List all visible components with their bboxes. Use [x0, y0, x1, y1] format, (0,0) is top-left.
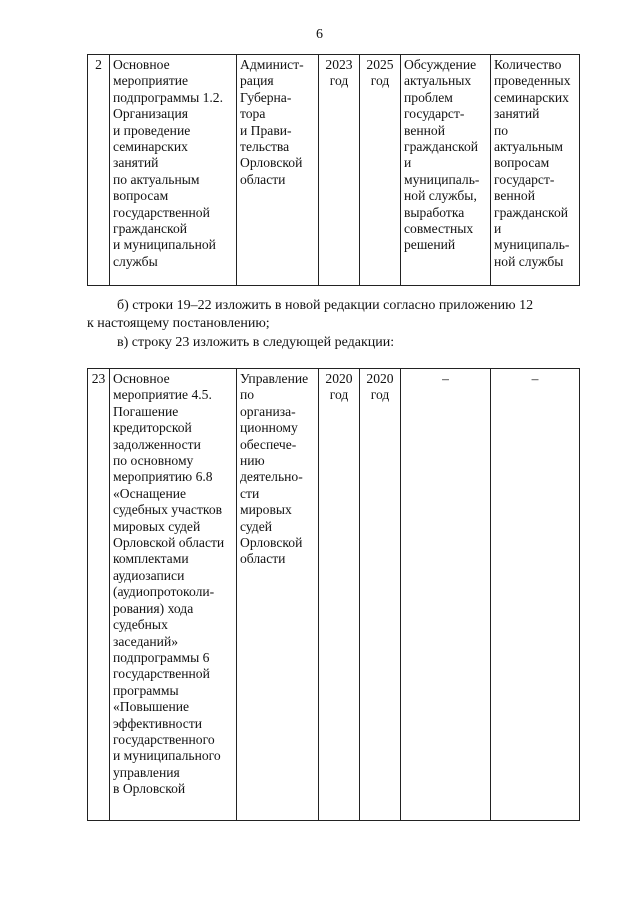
table-row [88, 369, 580, 821]
row-number-cell: 2 [88, 55, 110, 286]
paragraph-b [87, 297, 589, 333]
end-year-cell: 2020 год [360, 369, 401, 821]
paragraph-c: в) строку 23 изложить в следующей редакции: [117, 335, 395, 350]
row-number-cell: 23 [88, 369, 110, 821]
expected-result-cell: Обсуждение актуальных проблем государст- венной гражданской и муниципаль- ной службы, выработка совместных решений [401, 55, 491, 286]
table-row [88, 55, 580, 286]
measure-name-cell: Основное мероприятие подпрограммы 1.2. Организация и проведение семинарских занятий по актуальным вопросам государственной гражданской и муниципальной службы [110, 55, 237, 286]
start-year-cell: 2023 год [319, 55, 360, 286]
start-year-cell: 2020 год [319, 369, 360, 821]
program-table-row-23 [87, 368, 580, 821]
executor-cell: Админист- рация Губерна- тора и Прави- тельства Орловской области [237, 55, 319, 286]
paragraph-b-line2: к настоящему постановлению; [87, 316, 270, 331]
executor-cell: Управление по организа- ционному обеспече- нию деятельно- сти мировых судей Орловской области [237, 369, 319, 821]
paragraph-b-line1: б) строки 19–22 изложить в новой редакции согласно приложению 12 [117, 298, 534, 313]
end-year-cell: 2025 год [360, 55, 401, 286]
measure-name-cell: Основное мероприятие 4.5. Погашение кредиторской задолженности по основному мероприятию 6.8 «Оснащение судебных участков мировых судей Орловской области комплектами аудиозаписи (аудиопротоколи- рования) хода судебных заседаний» подпрограммы 6 государственной программы «Повышение эффективности государственного и муниципального управления в Орловской [110, 369, 237, 821]
expected-result-cell: – [401, 369, 491, 821]
indicator-cell: – [491, 369, 580, 821]
indicator-cell: Количество проведенных семинарских занятий по актуальным вопросам государст- венной гражданской и муниципаль- ной службы [491, 55, 580, 286]
page-number: 6 [316, 27, 323, 42]
program-table-row-2 [87, 54, 580, 286]
